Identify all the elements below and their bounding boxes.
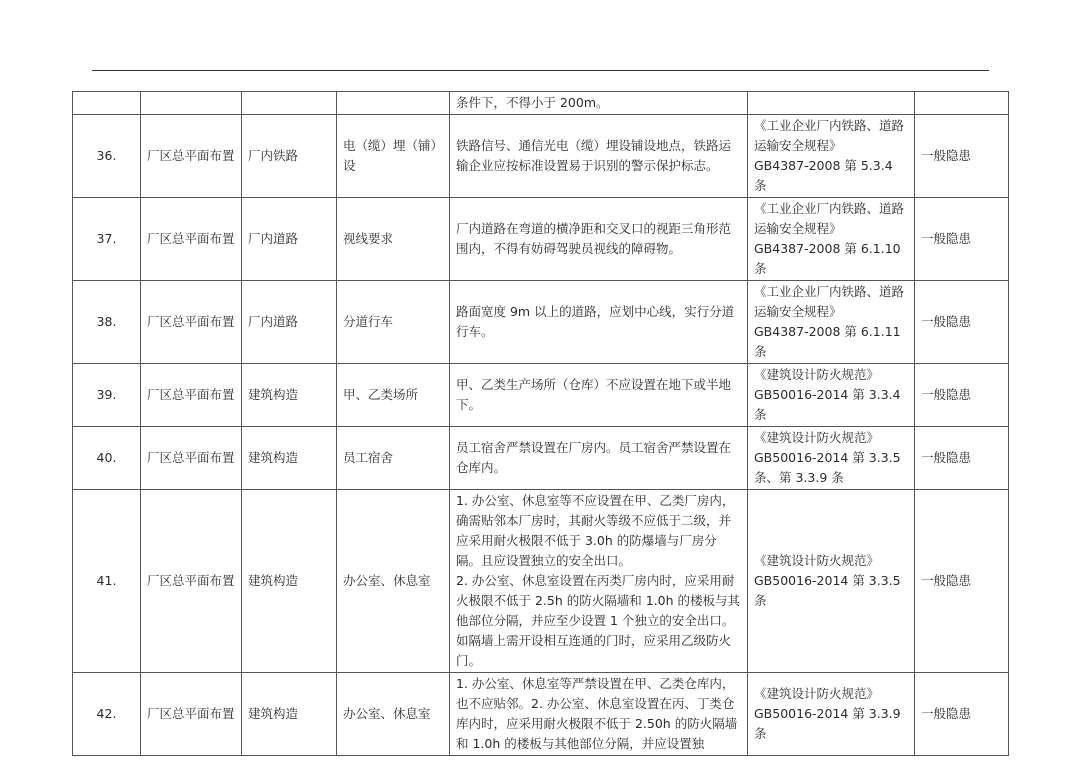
cell-requirement: 1. 办公室、休息室等严禁设置在甲、乙类仓库内，也不应贴邻。2. 办公室、休息室设置在丙、丁类仓库内时，应采用耐火极限不低于 2.50h 的防火隔墙和 1.0h 的楼板与其他部位分隔，并应设置独 [450,673,748,756]
table-row-continuation [73,92,1009,115]
cell-level: 一般隐患 [915,490,1009,673]
cell-category: 建筑构造 [242,490,337,673]
cell-item: 分道行车 [337,281,450,364]
cell-no: 36. [73,115,141,198]
cell-category: 建筑构造 [242,364,337,427]
cell-requirement: 员工宿舍严禁设置在厂房内。员工宿舍严禁设置在仓库内。 [450,427,748,490]
cell-category: 建筑构造 [242,427,337,490]
cell-reference [748,92,915,115]
cell-no: 41. [73,490,141,673]
cell-category: 建筑构造 [242,673,337,756]
cell-area: 厂区总平面布置 [141,364,242,427]
cell-level: 一般隐患 [915,673,1009,756]
cell-area: 厂区总平面布置 [141,673,242,756]
cell-item: 员工宿舍 [337,427,450,490]
cell-level: 一般隐患 [915,427,1009,490]
cell-level: 一般隐患 [915,364,1009,427]
cell-item: 办公室、休息室 [337,673,450,756]
hazard-table [72,91,1009,756]
cell-no [73,92,141,115]
cell-requirement: 1. 办公室、休息室等不应设置在甲、乙类厂房内，确需贴邻本厂房时，其耐火等级不应低于二级，并应采用耐火极限不低于 3.0h 的防爆墙与厂房分隔。且应设置独立的安全出口。 2. 办公室、休息室设置在丙类厂房内时，应采用耐火极限不低于 2.5h 的防火隔墙和 1.0h 的楼板与其他部位分隔，并应至少设置 1 个独立的安全出口。如隔墙上需开设相互连通的门时，应采用乙级防火门。 [450,490,748,673]
cell-level: 一般隐患 [915,281,1009,364]
table-row [73,364,1009,427]
table-row [73,115,1009,198]
cell-requirement: 厂内道路在弯道的横净距和交叉口的视距三角形范围内，不得有妨碍驾驶员视线的障碍物。 [450,198,748,281]
cell-reference: 《建筑设计防火规范》 GB50016-2014 第 3.3.5 条 [748,490,915,673]
cell-level: 一般隐患 [915,198,1009,281]
cell-reference: 《建筑设计防火规范》 GB50016-2014 第 3.3.9 条 [748,673,915,756]
cell-no: 40. [73,427,141,490]
cell-requirement: 条件下，不得小于 200m。 [450,92,748,115]
cell-area: 厂区总平面布置 [141,490,242,673]
cell-area [141,92,242,115]
header-rule [92,70,989,71]
cell-item: 视线要求 [337,198,450,281]
cell-requirement: 甲、乙类生产场所（仓库）不应设置在地下或半地下。 [450,364,748,427]
table-row [73,427,1009,490]
cell-reference: 《工业企业厂内铁路、道路运输安全规程》 GB4387-2008 第 6.1.11 条 [748,281,915,364]
cell-item: 甲、乙类场所 [337,364,450,427]
cell-level [915,92,1009,115]
cell-category [242,92,337,115]
table-row [73,490,1009,673]
cell-area: 厂区总平面布置 [141,115,242,198]
cell-item: 电（缆）埋（铺）设 [337,115,450,198]
cell-no: 38. [73,281,141,364]
table-row [73,281,1009,364]
cell-reference: 《建筑设计防火规范》 GB50016-2014 第 3.3.5 条、第 3.3.9 条 [748,427,915,490]
cell-requirement: 铁路信号、通信光电（缆）埋设铺设地点，铁路运输企业应按标准设置易于识别的警示保护标志。 [450,115,748,198]
cell-area: 厂区总平面布置 [141,427,242,490]
cell-requirement: 路面宽度 9m 以上的道路，应划中心线，实行分道行车。 [450,281,748,364]
cell-reference: 《工业企业厂内铁路、道路运输安全规程》 GB4387-2008 第 5.3.4 条 [748,115,915,198]
cell-level: 一般隐患 [915,115,1009,198]
cell-category: 厂内道路 [242,281,337,364]
cell-area: 厂区总平面布置 [141,198,242,281]
cell-reference: 《工业企业厂内铁路、道路运输安全规程》 GB4387-2008 第 6.1.10 条 [748,198,915,281]
table-row [73,673,1009,756]
cell-category: 厂内道路 [242,198,337,281]
cell-no: 42. [73,673,141,756]
cell-no: 37. [73,198,141,281]
cell-item [337,92,450,115]
cell-area: 厂区总平面布置 [141,281,242,364]
cell-category: 厂内铁路 [242,115,337,198]
table-row [73,198,1009,281]
cell-reference: 《建筑设计防火规范》 GB50016-2014 第 3.3.4 条 [748,364,915,427]
cell-no: 39. [73,364,141,427]
cell-item: 办公室、休息室 [337,490,450,673]
